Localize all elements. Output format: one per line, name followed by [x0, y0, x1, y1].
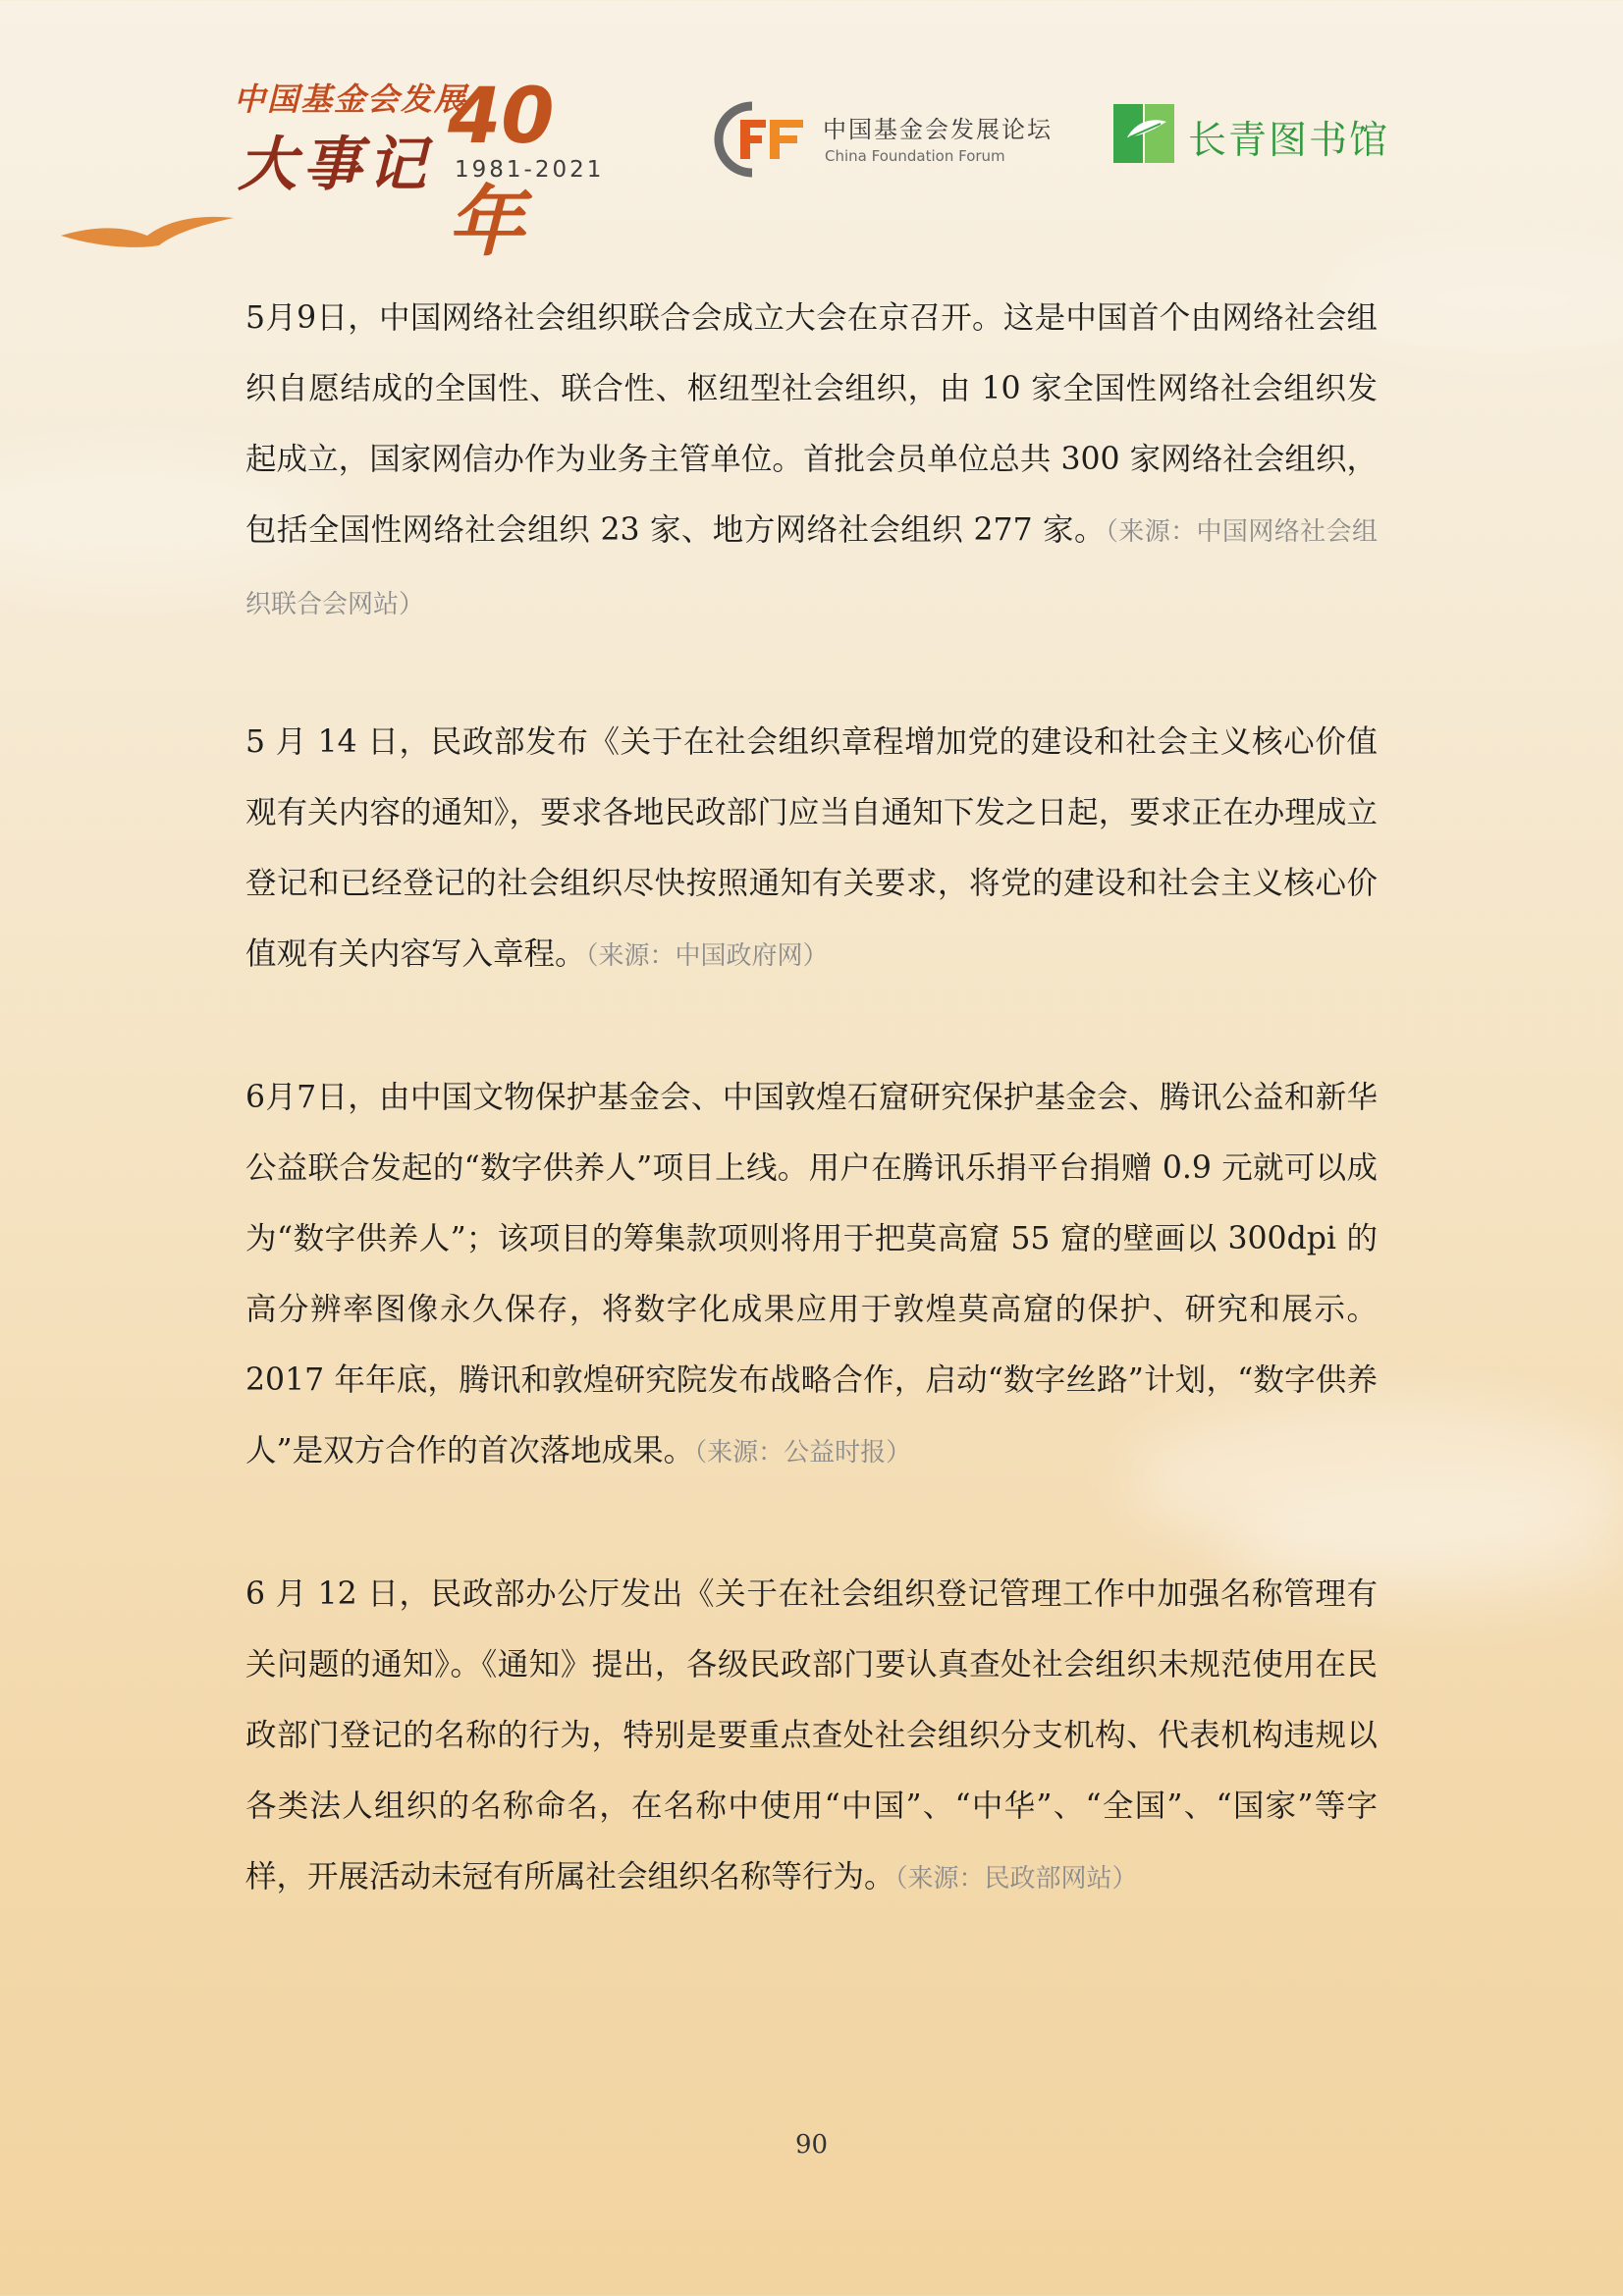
- page-number: 90: [794, 2130, 829, 2160]
- brand-year-range: 1981-2021: [455, 157, 605, 183]
- library-name: 长青图书馆: [1188, 119, 1390, 163]
- brand-big-title: 大事记: [238, 131, 432, 199]
- page-header: [0, 0, 1623, 267]
- library-logo: [1109, 98, 1404, 177]
- entry-source: （来源：中国政府网）: [585, 941, 829, 971]
- anniversary-logo: [234, 71, 626, 267]
- cff-logo-icon: [705, 94, 813, 183]
- entry-source: （来源：公益时报）: [694, 1438, 912, 1468]
- brand-small-title: 中国基金会发展: [234, 80, 468, 118]
- bird-icon: [59, 206, 236, 255]
- forum-name-cn: 中国基金会发展论坛: [823, 116, 1053, 143]
- forum-name-en: China Foundation Forum: [825, 147, 1005, 165]
- china-foundation-forum-logo: [705, 94, 1078, 183]
- entry-text: 5月9日，中国网络社会组织联合会成立大会在京召开。这是中国首个由网络社会组织自愿结成的全国性、联合性、枢纽型社会组织，由 10 家全国性网络社会组织发起成立，国家网信办作为业务主管单位。首批会员单位总共 300 家网络社会组织，包括全国性网络社会组织 23 家、地方网络社会组织 277 家。: [245, 300, 1378, 548]
- brand-40-years: 40年: [448, 73, 555, 267]
- entry-source: （来源：中国网络社会组织联合会网站）: [245, 517, 1378, 619]
- chronicle-entry: [245, 1559, 1378, 1914]
- chronicle-entry: [245, 283, 1378, 640]
- chronicle-entry: [245, 707, 1378, 991]
- entry-text: 6 月 12 日，民政部办公厅发出《关于在社会组织登记管理工作中加强名称管理有关问题的通知》。《通知》提出，各级民政部门要认真查处社会组织未规范使用在民政部门登记的名称的行为，特别是要重点查处社会组织分支机构、代表机构违规以各类法人组织的名称命名，在名称中使用“中国”、“中华”、“全国”、“国家”等字样，开展活动未冠有所属社会组织名称等行为。: [245, 1576, 1378, 1895]
- entry-source: （来源：民政部网站）: [894, 1864, 1138, 1894]
- entry-text: 5 月 14 日，民政部发布《关于在社会组织章程增加党的建设和社会主义核心价值观有关内容的通知》，要求各地民政部门应当自通知下发之日起，要求正在办理成立登记和已经登记的社会组织尽快按照通知有关要求，将党的建设和社会主义核心价值观有关内容写入章程。: [245, 724, 1378, 972]
- entry-text: 6月7日，由中国文物保护基金会、中国敦煌石窟研究保护基金会、腾讯公益和新华公益联合发起的“数字供养人”项目上线。用户在腾讯乐捐平台捐赠 0.9 元就可以成为“数字供养人”；该项目的筹集款项则将用于把莫高窟 55 窟的壁画以 300dpi 的高分辨率图像永久保存，将数字化成果应用于敦煌莫高窟的保护、研究和展示。2017 年年底，腾讯和敦煌研究院发布战略合作，启动“数字丝路”计划，“数字供养人”是双方合作的首次落地成果。: [245, 1080, 1378, 1468]
- chronicle-entry: [245, 1062, 1378, 1488]
- book-leaf-icon: [1109, 98, 1180, 169]
